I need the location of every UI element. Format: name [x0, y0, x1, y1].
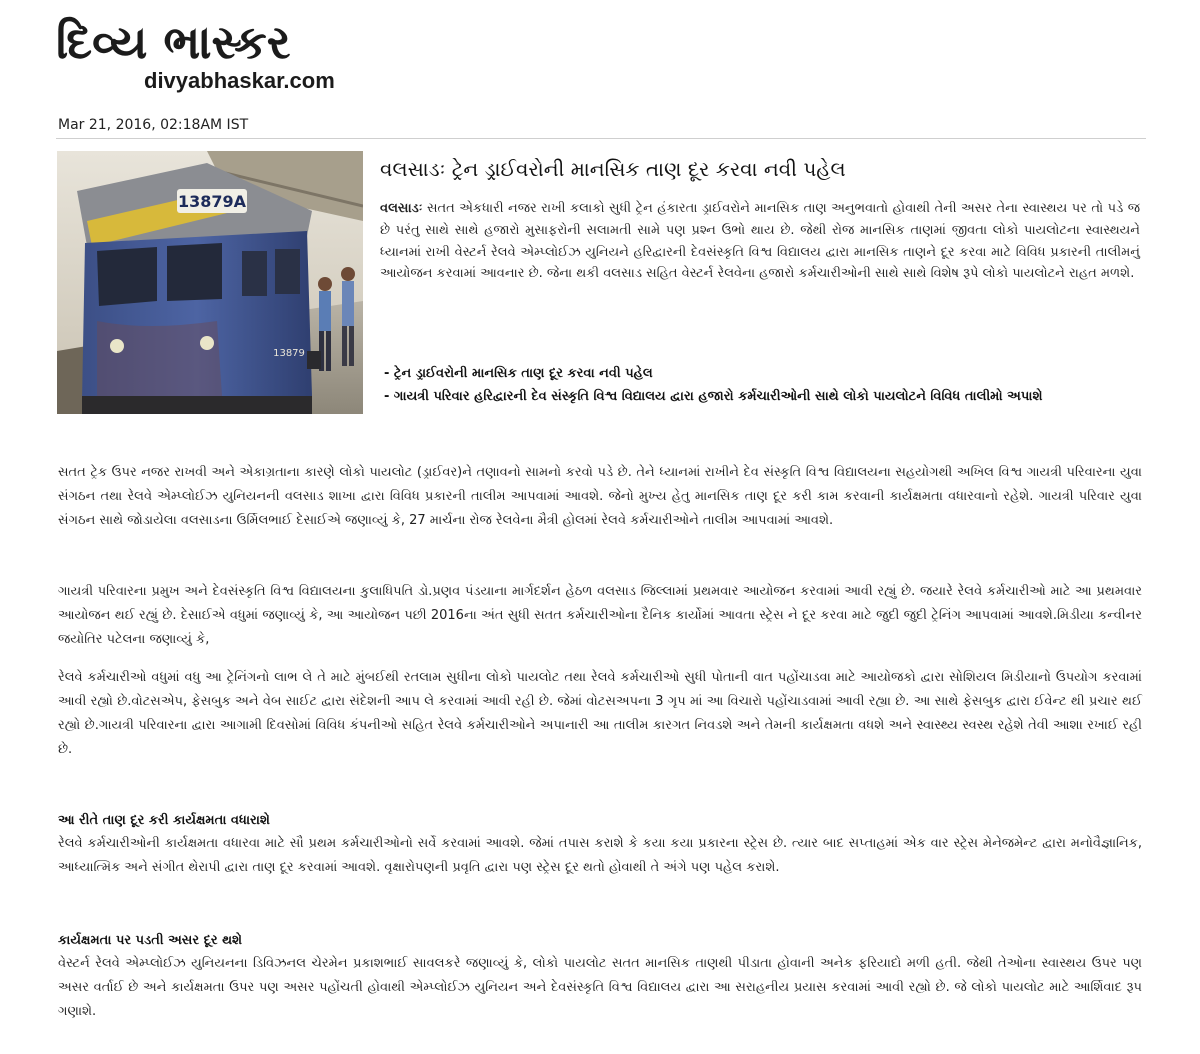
article-photo — [57, 151, 363, 414]
logo-wordmark: દિવ્ય ભાસ્કર — [56, 15, 291, 69]
train-side-number: 13879 — [273, 348, 305, 359]
highlight-item: - ગાયત્રી પરિવાર હરિદ્વારની દેવ સંસ્કૃતિ વિશ્વ વિદ્યાલય દ્વારા હજારો કર્મચારીઓની સાથે લોકો પાયલોટને વિવિધ તાલીમો અપાશે — [384, 389, 1043, 404]
article-lede — [380, 198, 1140, 285]
highlight-item: - ટ્રેન ડ્રાઈવરોની માનસિક તાણ દૂર કરવા નવી પહેલ — [384, 366, 653, 381]
article-paragraph: સતત ટ્રેક ઉપર નજર રાખવી અને એકાગ્રતાના કારણે લોકો પાયલોટ (ડ્રાઈવર)ને તણાવનો સામનો કરવો પડે છે. તેને ધ્યાનમાં રાખીને દેવ સંસ્કૃતિ વિશ્વ વિદ્યાલયના સહયોગથી અખિલ વિશ્વ ગાયત્રી પરિવારના યુવા સંગઠન તથા રેલવે એમ્પ્લોઈઝ યુનિયનની વલસાડ શાખા દ્વારા વિવિધ પ્રકારની તાલીમ આપવામાં આવશે. જેનો મુખ્ય હેતુ માનસિક તાણ દૂર કરી કામ કરવાની કાર્યક્ષમતા વધારવાનો રહેશે. ગાયત્રી પરિવાર યુવા સંગઠન સાથે જોડાયેલા વલસાડના ઉર્મિલભાઈ દેસાઈએ જણાવ્યું કે, 27 માર્ચના રોજ રેલવેના મૈત્રી હોલમાં રેલવે કર્મચારીઓને તાલીમ આપવામાં આવશે. — [58, 465, 1142, 528]
article-dateline: Mar 21, 2016, 02:18AM IST — [58, 117, 249, 133]
logo-site-name: divyabhaskar.com — [144, 68, 335, 93]
section-body: રેલવે કર્મચારીઓની કાર્યક્ષમતા વધારવા માટે સૌ પ્રથમ કર્મચારીઓનો સર્વે કરવામાં આવશે. જેમાં તપાસ કરાશે કે કયા કયા પ્રકારના સ્ટ્રેસ છે. ત્યાર બાદ સપ્તાહમાં એક વાર સ્ટ્રેસ મેનેજમેન્ટ દ્વારા મનોવૈજ્ઞાનિક, આધ્યાત્મિક અને સંગીત થેરાપી દ્વારા તાણ દૂર કરવામાં આવશે. વૃક્ષારોપણની પ્રવૃતિ દ્વારા પણ સ્ટ્રેસ દૂર થતો હોવાથી તે અંગે પણ પહેલ કરાશે. — [58, 836, 1142, 875]
lede-body: સતત એકધારી નજર રાખી કલાકો સુધી ટ્રેન હંકારતા ડ્રાઈવરોને માનસિક તાણ અનુભવાતો હોવાથી તેની અસર તેના સ્વાસ્થય પર તો પડે જ છે પરંતુ સાથે સાથે હજારો મુસાફરોની સલામતી સામે પણ પ્રશ્ન ઉભો થાય છે. જેથી રોજ માનસિક તાણમાં જીવતા લોકો પાયલોટના સ્વાસ્થયને ધ્યાનમાં રાખી વેસ્ટર્ન રેલવે એમ્પ્લોઈઝ યુનિયને હરિદ્વારની દેવસંસ્કૃતિ વિશ્વ વિદ્યાલય દ્વારા માનસિક તાણને દૂર કરવા માટે વિવિધ પ્રકારની તાલીમનું આયોજન કરવામાં આવનાર છે. જેના થકી વલસાડ સહિત વેસ્ટર્ન રેલવેના હજારો કર્મચારીઓની સાથે સાથે વિશેષ રૂપે લોકો પાયલોટને રાહત મળશે. — [380, 201, 1140, 282]
train-number-plate: 13879A — [177, 192, 247, 211]
lede-location: વલસાડઃ — [380, 201, 423, 216]
article-paragraph: ગાયત્રી પરિવારના પ્રમુખ અને દેવસંસ્કૃતિ વિશ્વ વિદ્યાલયના કુલાધિપતિ ડો.પ્રણવ પંડયાના માર્ગદર્શન હેઠળ વલસાડ જિલ્લામાં પ્રથમવાર આયોજન કરવામાં આવી રહ્યું છે. જયારે રેલવે કર્મચારીઓ માટે આ પ્રથમવાર આયોજન થઈ રહ્યું છે. દેસાઈએ વધુમાં જણાવ્યું કે, આ આયોજન પછી 2016ના અંત સુધી સતત કર્મચારીઓના દૈનિક કાર્યોમાં આવતા સ્ટ્રેસ ને દૂર કરવા માટે જુદી જુદી ટ્રેનિંગ આપવામાં આવશે.મિડીયા કન્વીનર જયોતિર પટેલના જણાવ્યું કે, — [58, 584, 1142, 647]
article-highlights — [384, 362, 1134, 408]
section-heading: આ રીતે તાણ દૂર કરી કાર્યક્ષમતા વધારાશે — [58, 813, 270, 828]
header-divider — [56, 138, 1146, 139]
section-heading: કાર્યક્ષમતા પર પડતી અસર દૂર થશે — [58, 933, 243, 948]
section-body: વેસ્ટર્ન રેલવે એમ્પ્લોઈઝ યુનિયનના ડિવિઝનલ ચેરમેન પ્રકાશભાઈ સાવલકરે જણાવ્યું કે, લોકો પાયલોટ સતત માનસિક તાણથી પીડાતા હોવાની અનેક ફરિયાદો મળી હતી. જેથી તેઓના સ્વાસ્થય ઉપર પણ અસર વર્તાઈ છે અને કાર્યક્ષમતા ઉપર પણ અસર પહોંચતી હોવાથી એમ્પ્લોઈઝ યુનિયન અને દેવસંસ્કૃતિ વિશ્વ વિદ્યાલય દ્વારા આ સરાહનીય પ્રયાસ કરવામાં આવી રહ્યો છે. જે લોકો પાયલોટ માટે આર્શિવાદ રૂપ ગણાશે. — [58, 956, 1142, 1019]
article-headline: વલસાડઃ ટ્રેન ડ્રાઈવરોની માનસિક તાણ દૂર કરવા નવી પહેલ — [380, 157, 846, 181]
masthead-logo[interactable] — [56, 14, 356, 100]
article-paragraph: રેલવે કર્મચારીઓ વધુમાં વધુ આ ટ્રેનિંગનો લાભ લે તે માટે મુંબઈથી રતલામ સુધીના લોકો પાયલોટ તથા રેલવે કર્મચારીઓ સુધી પોતાની વાત પહોંચાડવા માટે આયોજકો દ્વારા સોશિયલ મિડીયાનો ઉપયોગ કરવામાં આવી રહ્યો છે.વોટસએપ, ફેસબુક અને વેબ સાઈટ દ્વારા સંદેશની આપ લે કરવામાં આવી રહી છે. જેમાં વોટસઅપના 3 ગૃપ માં આ વિચારો પહોંચાડવામાં આવી રહ્યા છે. આ સાથે ફેસબુક દ્વારા ઈવેન્ટ થી પ્રચાર થઈ રહ્યો છે.ગાયત્રી પરિવારના દ્વારા આગામી દિવસોમાં વિવિધ કંપનીઓ સહિત રેલવે કર્મચારીઓને અપાનારી આ તાલીમ કારગત નિવડશે અને તેમની કાર્યક્ષમતા વધશે અને સ્વાસ્થ્ય સ્વસ્થ રહેશે તેવી આશા રખાઈ રહી છે. — [58, 670, 1142, 757]
